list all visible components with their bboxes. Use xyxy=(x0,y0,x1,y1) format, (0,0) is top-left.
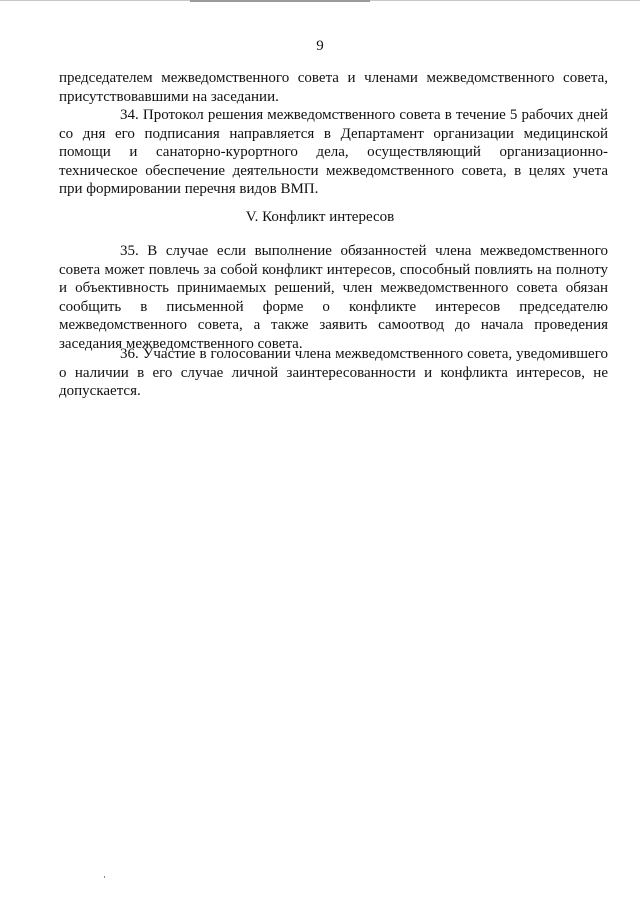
paragraph-35: 35. В случае если выполнение обязанностей члена межведомственного совета может повлечь за собой конфликт интересов, способный повлиять на полноту и объективность принимаемых решений, член межведомственного совета обязан сообщить в письменной форме о конфликте интересов председателю межведомственного совета, а также заявить самоотвод до начала проведения заседания межведомственного совета. xyxy=(59,243,608,352)
scan-top-edge xyxy=(0,0,640,1)
paragraph-continuation: председателем межведомственного совета и членами межведомственного совета, присутствовавшими на заседании. xyxy=(59,70,608,105)
paragraph-34: 34. Протокол решения межведомственного совета в течение 5 рабочих дней со дня его подписания направляется в Департамент организации медицинской помощи и санаторно-курортного дела, осуществляющий организационно-техническое обеспечение деятельности межведомственного совета, в целях учета при формировании перечня видов ВМП. xyxy=(59,107,608,198)
scan-speck xyxy=(104,876,105,878)
page-number: 9 xyxy=(316,38,324,54)
paragraph-36: 36. Участие в голосовании члена межведомственного совета, уведомившего о наличии в его случае личной заинтересованности и конфликта интересов, не допускается. xyxy=(59,346,608,400)
section-heading: V. Конфликт интересов xyxy=(245,209,395,225)
